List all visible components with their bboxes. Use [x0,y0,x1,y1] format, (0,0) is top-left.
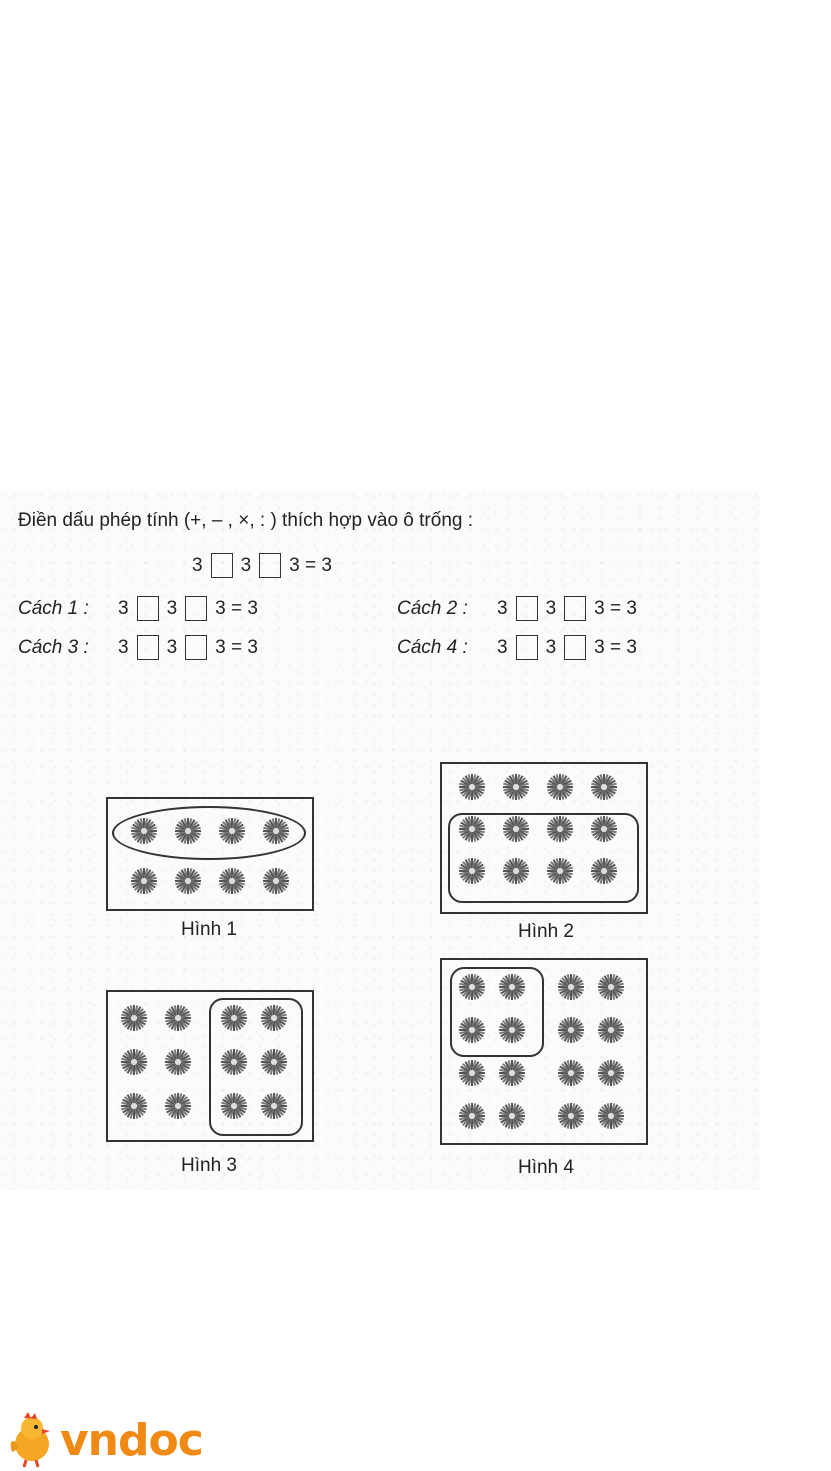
flower-icon [596,1015,626,1045]
flower-icon [119,1003,149,1033]
flower-icon [129,866,159,896]
answer-box[interactable] [185,596,207,621]
flower-icon [596,1058,626,1088]
answer-box[interactable] [185,635,207,660]
flower-icon [457,856,487,886]
flower-icon [497,1058,527,1088]
flower-icon [129,816,159,846]
flower-icon [261,816,291,846]
flower-icon [259,1003,289,1033]
flower-icon [457,972,487,1002]
flower-icon [119,1091,149,1121]
exercise-title: Điền dấu phép tính (+, – , ×, : ) thích hợp vào ô trống : [18,510,474,531]
flower-icon [545,856,575,886]
example-equation: 3 3 3 = 3 [188,553,336,578]
flower-icon [261,866,291,896]
flower-icon [173,816,203,846]
flower-icon [589,772,619,802]
figure-3-caption: Hình 3 [181,1155,237,1176]
way-label: Cách 3 : [18,636,89,658]
flower-icon [259,1091,289,1121]
flower-icon [163,1047,193,1077]
flower-icon [589,856,619,886]
flower-icon [497,1101,527,1131]
flower-icon [497,1015,527,1045]
flower-icon [501,856,531,886]
flower-icon [457,814,487,844]
way-label: Cách 2 : [397,597,468,619]
figure-2-caption: Hình 2 [518,921,574,942]
flower-icon [457,1015,487,1045]
answer-box[interactable] [137,635,159,660]
flower-icon [173,866,203,896]
flower-icon [219,1003,249,1033]
way-3-equation: Cách 3 : 3 3 3 = 3 [18,635,262,660]
flower-icon [457,1058,487,1088]
answer-box[interactable] [516,635,538,660]
flower-icon [457,772,487,802]
way-2-equation: Cách 2 : 3 3 3 = 3 [397,596,641,621]
flower-icon [556,1101,586,1131]
flower-icon [219,1047,249,1077]
logo-text: vndoc [60,1414,203,1466]
flower-icon [217,816,247,846]
flower-icon [556,1058,586,1088]
flower-icon [259,1047,289,1077]
answer-box[interactable] [564,596,586,621]
flower-icon [497,972,527,1002]
flower-icon [217,866,247,896]
flower-icon [163,1091,193,1121]
flower-icon [501,772,531,802]
flower-icon [545,814,575,844]
flower-icon [596,1101,626,1131]
way-label: Cách 4 : [397,636,468,658]
answer-box[interactable] [211,553,233,578]
flower-icon [556,972,586,1002]
chicken-mascot-icon [6,1412,58,1468]
flower-icon [457,1101,487,1131]
way-label: Cách 1 : [18,597,89,619]
flower-icon [119,1047,149,1077]
way-4-equation: Cách 4 : 3 3 3 = 3 [397,635,641,660]
flower-icon [163,1003,193,1033]
flower-icon [589,814,619,844]
answer-box[interactable] [516,596,538,621]
figure-1-caption: Hình 1 [181,919,237,940]
vndoc-logo[interactable] [6,1412,203,1468]
answer-box[interactable] [137,596,159,621]
figure-4-caption: Hình 4 [518,1157,574,1178]
flower-icon [596,972,626,1002]
answer-box[interactable] [259,553,281,578]
flower-icon [501,814,531,844]
flower-icon [219,1091,249,1121]
answer-box[interactable] [564,635,586,660]
flower-icon [545,772,575,802]
flower-icon [556,1015,586,1045]
way-1-equation: Cách 1 : 3 3 3 = 3 [18,596,262,621]
